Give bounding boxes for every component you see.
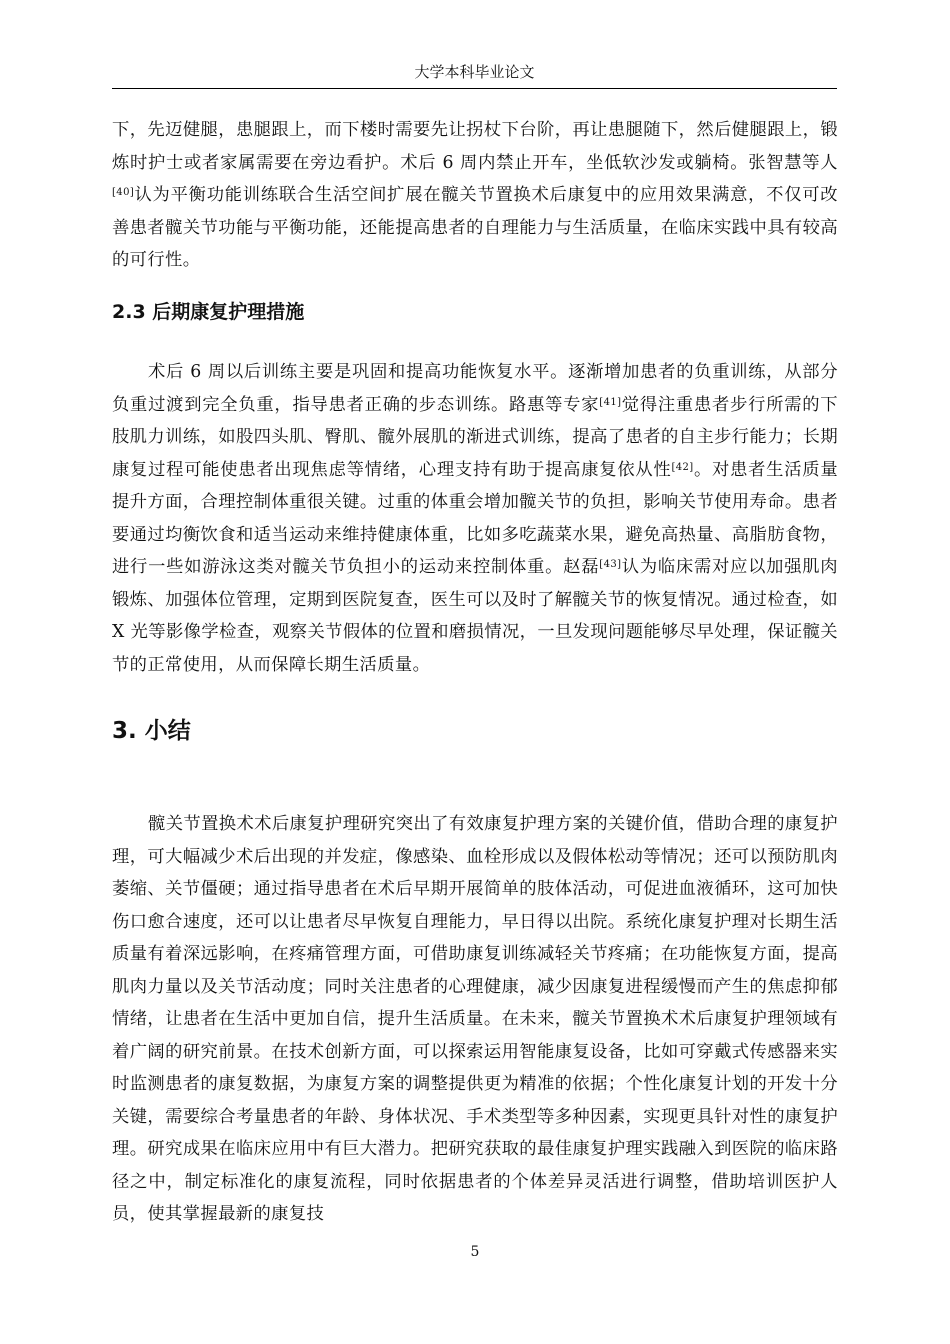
body-paragraph-3: 髋关节置换术术后康复护理研究突出了有效康复护理方案的关键价值，借助合理的康复护理，可大幅减少术后出现的并发症，像感染、血栓形成以及假体松动等情况；还可以预防肌肉萎缩、关节僵硬；通过指导患者在术后早期开展简单的肢体活动，可促进血液循环，这可加快伤口愈合速度，还可以让患者尽早恢复自理能力，早日得以出院。系统化康复护理对长期生活质量有着深远影响，在疼痛管理方面，可借助康复训练减轻关节疼痛；在功能恢复方面，提高肌肉力量以及关节活动度；同时关注患者的心理健康，减少因康复进程缓慢而产生的焦虑抑郁情绪，让患者在生活中更加自信，提升生活质量。在未来，髋关节置换术术后康复护理领域有着广阔的研究前景。在技术创新方面，可以探索运用智能康复设备，比如可穿戴式传感器来实时监测患者的康复数据，为康复方案的调整提供更为精准的依据；个性化康复计划的开发十分关键，需要综合考量患者的年龄、身体状况、手术类型等多种因素，实现更具针对性的康复护理。研究成果在临床应用中有巨大潜力。把研究获取的最佳康复护理实践融入到医院的临床路径之中，制定标准化的康复流程，同时依据患者的个体差异灵活进行调整，借助培训医护人员，使其掌握最新的康复技 <box>112 814 838 1224</box>
citation-41[interactable]: [41] <box>599 396 622 408</box>
section-heading-3: 3. 小结 <box>112 718 191 744</box>
paragraph-2-text-b: 觉得注重患者步行所需的下肢肌力训练，如股四头肌、臀肌、髋外展肌的渐进式训练，提高了患者的自主步行能力；长期康复过程可能使患者出现焦虑等情绪，心理支持有助于提高康复依从性 <box>112 394 838 480</box>
citation-40[interactable]: [40] <box>112 187 135 198</box>
paragraph-1-text-a: 下，先迈健腿，患腿跟上，而下楼时需要先让拐杖下台阶，再让患腿随下，然后健腿跟上，锻炼时护士或者家属需要在旁边看护。术后 6 周内禁止开车，坐低软沙发或躺椅。张智慧等人 <box>112 120 838 173</box>
running-header: 大学本科毕业论文 <box>112 62 837 89</box>
section-heading-2-3: 2.3 后期康复护理措施 <box>112 301 305 323</box>
page-number: 5 <box>470 1244 480 1260</box>
body-paragraph-1 <box>112 114 838 277</box>
paragraph-2-text-c: 。对患者生活质量提升方面，合理控制体重很关键。过重的体重会增加髋关节的负担，影响关节使用寿命。患者要通过均衡饮食和适当运动来维持健康体重，比如多吃蔬菜水果，避免高热量、高脂肪食物，进行一些如游泳这类对髋关节负担小的运动来控制体重。赵磊 <box>112 459 839 577</box>
paragraph-1-text-b: 认为平衡功能训练联合生活空间扩展在髋关节置换术后康复中的应用效果满意，不仅可改善患者髋关节功能与平衡功能，还能提高患者的自理能力与生活质量，在临床实践中具有较高的可行性。 <box>112 185 838 270</box>
citation-43[interactable]: [43] <box>599 559 622 570</box>
paragraph-2-text-a: 术后 6 周以后训练主要是巩固和提高功能恢复水平。逐渐增加患者的负重训练，从部分负重过渡到完全负重，指导患者正确的步态训练。路惠等专家 <box>112 362 838 415</box>
paragraph-2-text-d: 认为临床需对应以加强肌肉锻炼、加强体位管理，定期到医院复查，医生可以及时了解髋关节的恢复情况。通过检查，如 X 光等影像学检查，观察关节假体的位置和磨损情况，一旦发现问题能够尽早处理，保证髋关节的正常使用，从而保障长期生活质量。 <box>112 557 838 675</box>
body-paragraph-2 <box>112 356 838 681</box>
citation-42[interactable]: [42] <box>671 461 694 473</box>
